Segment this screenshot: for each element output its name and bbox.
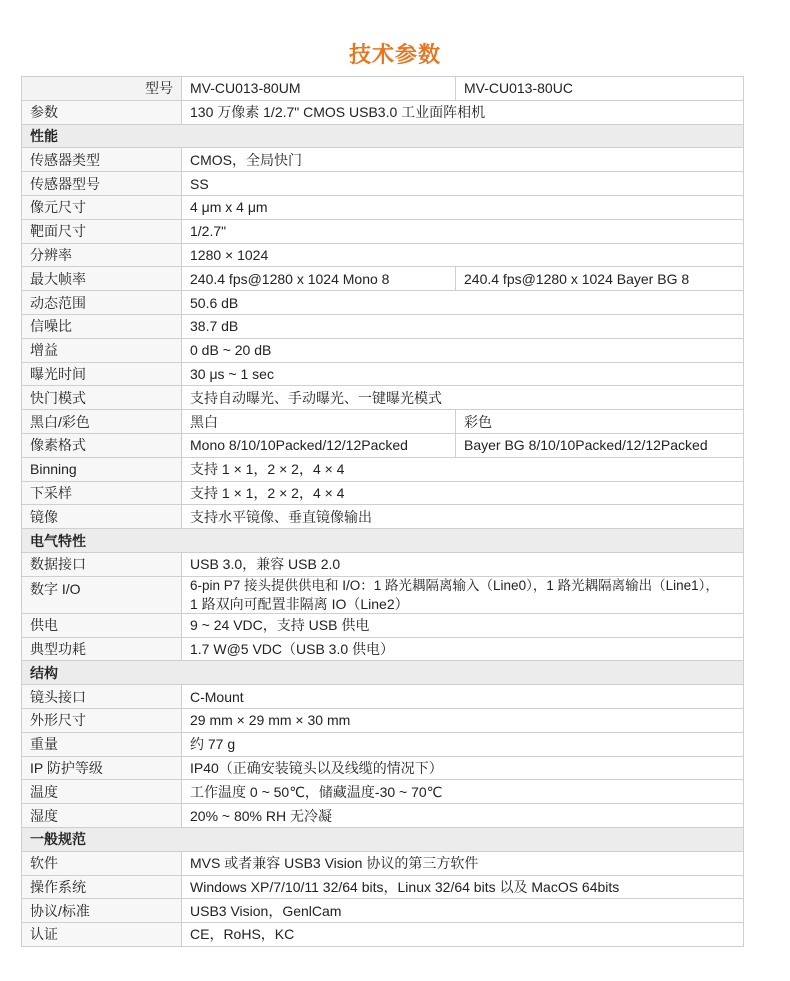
table-row <box>22 433 744 457</box>
row-value: 29 mm × 29 mm × 30 mm <box>182 708 744 732</box>
table-row <box>22 362 744 386</box>
row-value-um: 240.4 fps@1280 x 1024 Mono 8 <box>182 267 456 291</box>
table-row <box>22 481 744 505</box>
param-value: 130 万像素 1/2.7" CMOS USB3.0 工业面阵相机 <box>182 100 744 124</box>
table-row <box>22 100 744 124</box>
row-label: 传感器类型 <box>22 148 182 172</box>
table-row <box>22 685 744 709</box>
row-value: C-Mount <box>182 685 744 709</box>
section-title: 一般规范 <box>22 827 744 851</box>
table-row <box>22 923 744 947</box>
spec-table <box>21 76 744 947</box>
row-value: IP40（正确安装镜头以及线缆的情况下） <box>182 756 744 780</box>
table-row <box>22 267 744 291</box>
row-value: 支持 1 × 1，2 × 2，4 × 4 <box>182 481 744 505</box>
row-value: Windows XP/7/10/11 32/64 bits，Linux 32/64 bits 以及 MacOS 64bits <box>182 875 744 899</box>
row-label: 数字 I/O <box>22 576 182 613</box>
section-title: 电气特性 <box>22 529 744 553</box>
row-value: 1/2.7" <box>182 219 744 243</box>
table-row <box>22 708 744 732</box>
row-value: USB 3.0，兼容 USB 2.0 <box>182 552 744 576</box>
row-label: 像元尺寸 <box>22 195 182 219</box>
row-label: 供电 <box>22 613 182 637</box>
table-row <box>22 505 744 529</box>
table-row <box>22 172 744 196</box>
row-label: 像素格式 <box>22 433 182 457</box>
section-title: 性能 <box>22 124 744 148</box>
row-label: IP 防护等级 <box>22 756 182 780</box>
row-label: 快门模式 <box>22 386 182 410</box>
row-label: 黑白/彩色 <box>22 410 182 434</box>
table-row <box>22 219 744 243</box>
table-row <box>22 875 744 899</box>
row-label: Binning <box>22 457 182 481</box>
row-value: 38.7 dB <box>182 314 744 338</box>
table-row <box>22 195 744 219</box>
row-label: 镜像 <box>22 505 182 529</box>
row-value-line: 1 路双向可配置非隔离 IO（Line2） <box>190 595 409 612</box>
table-row <box>22 457 744 481</box>
row-value: 支持 1 × 1，2 × 2，4 × 4 <box>182 457 744 481</box>
row-label: 信噪比 <box>22 314 182 338</box>
row-label: 典型功耗 <box>22 637 182 661</box>
table-row <box>22 314 744 338</box>
row-value: CE，RoHS，KC <box>182 923 744 947</box>
row-value: 1280 × 1024 <box>182 243 744 267</box>
table-row <box>22 780 744 804</box>
row-label: 分辨率 <box>22 243 182 267</box>
row-value: 0 dB ~ 20 dB <box>182 338 744 362</box>
row-value: 工作温度 0 ~ 50℃，储藏温度-30 ~ 70℃ <box>182 780 744 804</box>
row-value-um: Mono 8/10/10Packed/12/12Packed <box>182 433 456 457</box>
row-label: 重量 <box>22 732 182 756</box>
row-label: 外形尺寸 <box>22 708 182 732</box>
row-label: 软件 <box>22 851 182 875</box>
row-value: 20% ~ 80% RH 无冷凝 <box>182 804 744 828</box>
row-label: 温度 <box>22 780 182 804</box>
row-label: 靶面尺寸 <box>22 219 182 243</box>
row-label: 传感器型号 <box>22 172 182 196</box>
row-label: 增益 <box>22 338 182 362</box>
row-value-line: 6-pin P7 接头提供供电和 I/O：1 路光耦隔离输入（Line0），1 路光耦隔离输出（Line1）， <box>190 577 719 593</box>
row-label: 动态范围 <box>22 291 182 315</box>
table-row <box>22 756 744 780</box>
row-value: 9 ~ 24 VDC，支持 USB 供电 <box>182 613 744 637</box>
section-header <box>22 827 744 851</box>
row-value: 1.7 W@5 VDC（USB 3.0 供电） <box>182 637 744 661</box>
row-label: 认证 <box>22 923 182 947</box>
row-value: 50.6 dB <box>182 291 744 315</box>
table-row <box>22 291 744 315</box>
row-label: 镜头接口 <box>22 685 182 709</box>
row-label: 数据接口 <box>22 552 182 576</box>
table-row <box>22 637 744 661</box>
row-value: USB3 Vision，GenlCam <box>182 899 744 923</box>
row-value <box>182 576 744 613</box>
model-uc: MV-CU013-80UC <box>456 77 744 101</box>
table-row <box>22 386 744 410</box>
row-value: 支持自动曝光、手动曝光、一键曝光模式 <box>182 386 744 410</box>
row-value: 约 77 g <box>182 732 744 756</box>
row-label: 操作系统 <box>22 875 182 899</box>
table-row <box>22 851 744 875</box>
table-row <box>22 410 744 434</box>
row-value: MVS 或者兼容 USB3 Vision 协议的第三方软件 <box>182 851 744 875</box>
table-row <box>22 552 744 576</box>
row-label: 下采样 <box>22 481 182 505</box>
section-header <box>22 529 744 553</box>
row-label: 曝光时间 <box>22 362 182 386</box>
table-row <box>22 77 744 101</box>
row-value: SS <box>182 172 744 196</box>
model-um: MV-CU013-80UM <box>182 77 456 101</box>
table-row <box>22 338 744 362</box>
table-row <box>22 732 744 756</box>
page-title: 技术参数 <box>348 42 441 67</box>
row-value: CMOS，全局快门 <box>182 148 744 172</box>
section-header <box>22 661 744 685</box>
row-value: 4 μm x 4 μm <box>182 195 744 219</box>
table-row <box>22 148 744 172</box>
model-label: 型号 <box>22 77 182 101</box>
row-value: 30 μs ~ 1 sec <box>182 362 744 386</box>
row-label: 湿度 <box>22 804 182 828</box>
row-value: 支持水平镜像、垂直镜像输出 <box>182 505 744 529</box>
section-header <box>22 124 744 148</box>
row-value-uc: 彩色 <box>456 410 744 434</box>
row-label: 协议/标准 <box>22 899 182 923</box>
row-value-uc: 240.4 fps@1280 x 1024 Bayer BG 8 <box>456 267 744 291</box>
row-value-uc: Bayer BG 8/10/10Packed/12/12Packed <box>456 433 744 457</box>
row-value-um: 黑白 <box>182 410 456 434</box>
section-title: 结构 <box>22 661 744 685</box>
param-label: 参数 <box>22 100 182 124</box>
table-row <box>22 243 744 267</box>
table-row <box>22 804 744 828</box>
table-row <box>22 576 744 613</box>
table-row <box>22 613 744 637</box>
table-row <box>22 899 744 923</box>
row-label: 最大帧率 <box>22 267 182 291</box>
